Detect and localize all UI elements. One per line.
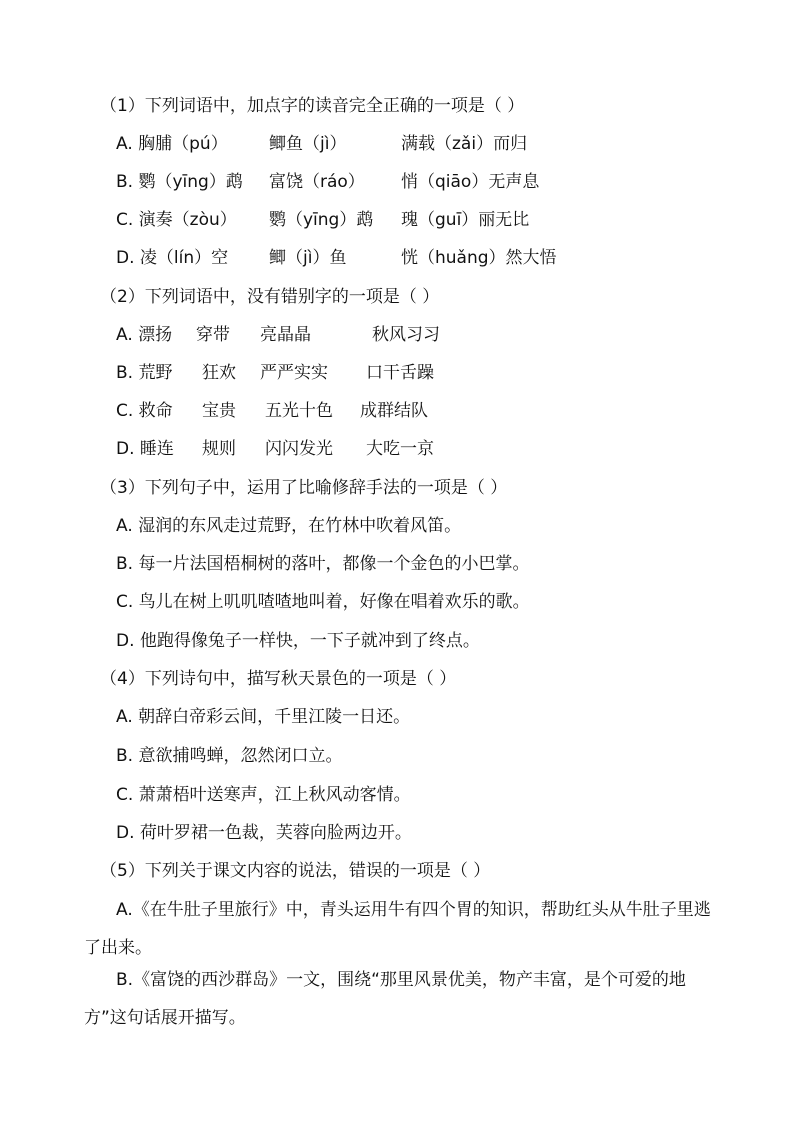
option-a-word-1: A. 漂扬 [116, 325, 173, 345]
option-b-word-3: 严严实实 [260, 363, 328, 383]
option-c-word-2: 鹦（yīng）鹉 [269, 210, 374, 230]
option-c-word-1: C. 救命 [116, 401, 173, 421]
question-3-option-c: C. 鸟儿在树上叽叽喳喳地叫着，好像在唱着欢乐的歌。 [116, 592, 530, 612]
option-d-word-1: D. 凌（lín）空 [116, 248, 229, 268]
question-4-option-b: B. 意欲捕鸣蝉，忽然闭口立。 [116, 746, 343, 766]
option-d-word-1: D. 睡连 [116, 439, 174, 459]
option-a-word-2: 穿带 [196, 325, 230, 345]
question-5-option-b: B.《富饶的西沙群岛》一文，围绕“那里风景优美，物产丰富，是个可爱的地方”这句话展开描写。 [84, 970, 686, 1028]
option-d-word-2: 规则 [202, 439, 236, 459]
question-4-stem: （4）下列诗句中，描写秋天景色的一项是（ ） [100, 669, 457, 689]
question-3-option-d: D. 他跑得像兔子一样快，一下子就冲到了终点。 [116, 631, 480, 651]
option-c-word-1: C. 演奏（zòu） [116, 210, 237, 230]
question-4-option-a: A. 朝辞白帝彩云间，千里江陵一日还。 [116, 707, 411, 727]
option-c-word-3: 五光十色 [265, 401, 333, 421]
option-b-word-2: 狂欢 [202, 363, 236, 383]
question-4-option-d: D. 荷叶罗裙一色裁，芙蓉向脸两边开。 [116, 823, 412, 843]
option-b-word-1: B. 鹦（yīng）鹉 [116, 172, 243, 192]
option-b-word-1: B. 荒野 [116, 363, 173, 383]
option-d-word-3: 恍（huǎng）然大悟 [401, 248, 557, 268]
option-b-word-2: 富饶（ráo） [269, 172, 365, 192]
question-3-option-a: A. 湿润的东风走过荒野，在竹林中吹着风笛。 [116, 516, 462, 536]
question-2-option-d [116, 438, 716, 460]
question-4-option-c: C. 萧萧梧叶送寒声，江上秋风动客情。 [116, 785, 411, 805]
question-3-option-b: B. 每一片法国梧桐树的落叶，都像一个金色的小巴掌。 [116, 554, 530, 574]
option-a-word-3: 亮晶晶 [260, 325, 311, 345]
option-a-word-3: 满载（zǎi）而归 [401, 134, 528, 154]
question-1-option-b [116, 171, 716, 193]
option-d-word-2: 鲫（jì）鱼 [269, 248, 347, 268]
option-a-word-1: A. 胸脯（pú） [116, 134, 228, 154]
question-1-stem: （1）下列词语中，加点字的读音完全正确的一项是（ ） [100, 96, 525, 116]
option-c-word-4: 成群结队 [360, 401, 428, 421]
question-2-option-b [116, 362, 716, 384]
question-3-stem: （3）下列句子中，运用了比喻修辞手法的一项是（ ） [100, 478, 508, 498]
option-d-word-3: 闪闪发光 [265, 439, 333, 459]
option-b-word-4: 口干舌躁 [366, 363, 434, 383]
option-a-word-2: 鲫鱼（jì） [269, 134, 347, 154]
question-2-option-c [116, 400, 716, 422]
question-1-option-d [116, 247, 716, 269]
question-1-option-a [116, 133, 716, 155]
question-1-option-c [116, 209, 716, 231]
option-a-word-4: 秋风习习 [372, 325, 440, 345]
question-5-option-a: A.《在牛肚子里旅行》中，青头运用牛有四个胃的知识，帮助红头从牛肚子里逃了出来。 [84, 900, 711, 958]
question-5-stem: （5）下列关于课文内容的说法，错误的一项是（ ） [100, 861, 491, 881]
question-2-stem: （2）下列词语中，没有错别字的一项是（ ） [100, 287, 440, 307]
option-c-word-2: 宝贵 [202, 401, 236, 421]
question-2-option-a [116, 324, 716, 346]
option-b-word-3: 悄（qiāo）无声息 [401, 172, 540, 192]
option-d-word-4: 大吃一京 [366, 439, 434, 459]
option-c-word-3: 瑰（guī）丽无比 [401, 210, 530, 230]
